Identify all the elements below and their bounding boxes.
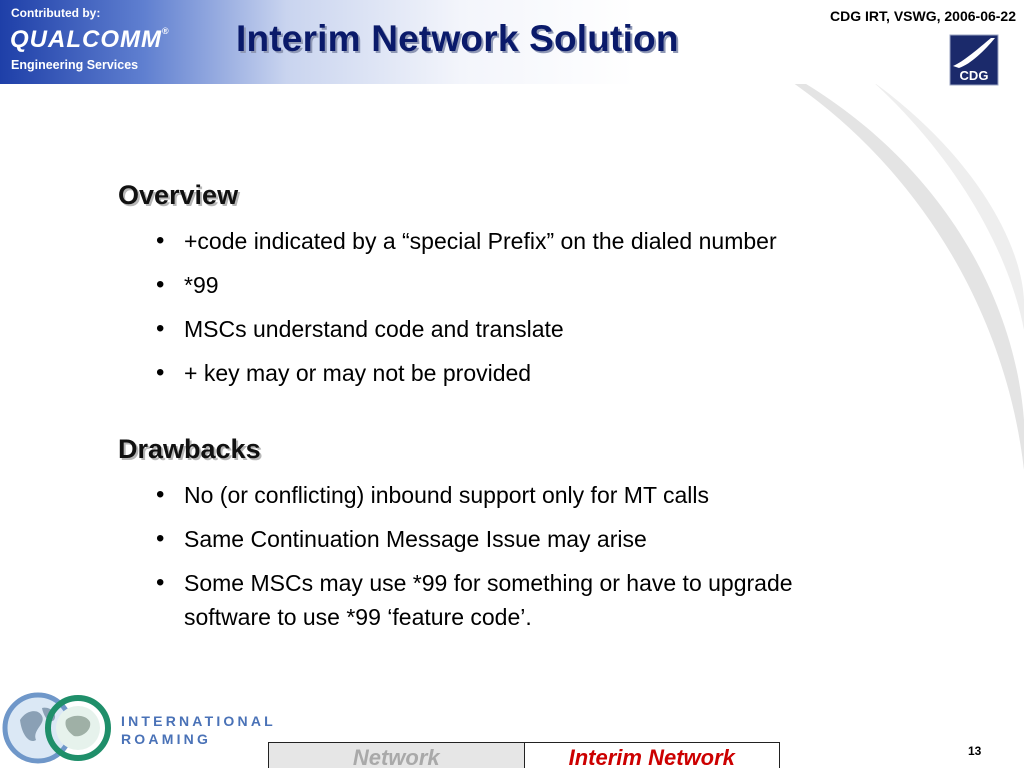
cdg-logo bbox=[949, 34, 999, 86]
qualcomm-logo-text: QUALCOMM bbox=[10, 26, 162, 53]
globe-icon bbox=[2, 690, 114, 766]
list-item: • Some MSCs may use *99 for something or have to upgrade software to use *99 ‘feature code’. bbox=[156, 566, 824, 634]
list-item: • +code indicated by a “special Prefix” on the dialed number bbox=[156, 224, 978, 258]
qualcomm-logo: QUALCOMM® bbox=[10, 26, 170, 53]
drawbacks-heading: Drawbacks bbox=[118, 434, 261, 464]
list-item: • No (or conflicting) inbound support only for MT calls bbox=[156, 478, 978, 512]
slide-title: Interim Network Solution bbox=[236, 18, 679, 59]
list-item: • + key may or may not be provided bbox=[156, 356, 978, 390]
tab-interim-network[interactable]: Interim Network bbox=[525, 743, 780, 768]
list-item: • Same Continuation Message Issue may arise bbox=[156, 522, 978, 556]
page-number: 13 bbox=[968, 744, 982, 758]
overview-list bbox=[118, 224, 978, 390]
roaming-label: ROAMING bbox=[121, 731, 212, 747]
engineering-services-label: Engineering Services bbox=[11, 58, 139, 72]
cdg-logo-text: CDG bbox=[959, 68, 989, 83]
drawbacks-list bbox=[118, 478, 978, 634]
contributed-by-label: Contributed by: bbox=[11, 6, 101, 20]
section-tabs bbox=[268, 742, 780, 768]
slide-content bbox=[118, 180, 978, 644]
slide-meta: CDG IRT, VSWG, 2006-06-22 bbox=[830, 8, 1016, 24]
international-roaming-logo bbox=[121, 712, 276, 748]
list-item: • MSCs understand code and translate bbox=[156, 312, 978, 346]
tab-network[interactable]: Network bbox=[269, 743, 525, 768]
list-item: • *99 bbox=[156, 268, 978, 302]
international-label: INTERNATIONAL bbox=[121, 713, 276, 729]
overview-heading: Overview bbox=[118, 180, 239, 210]
